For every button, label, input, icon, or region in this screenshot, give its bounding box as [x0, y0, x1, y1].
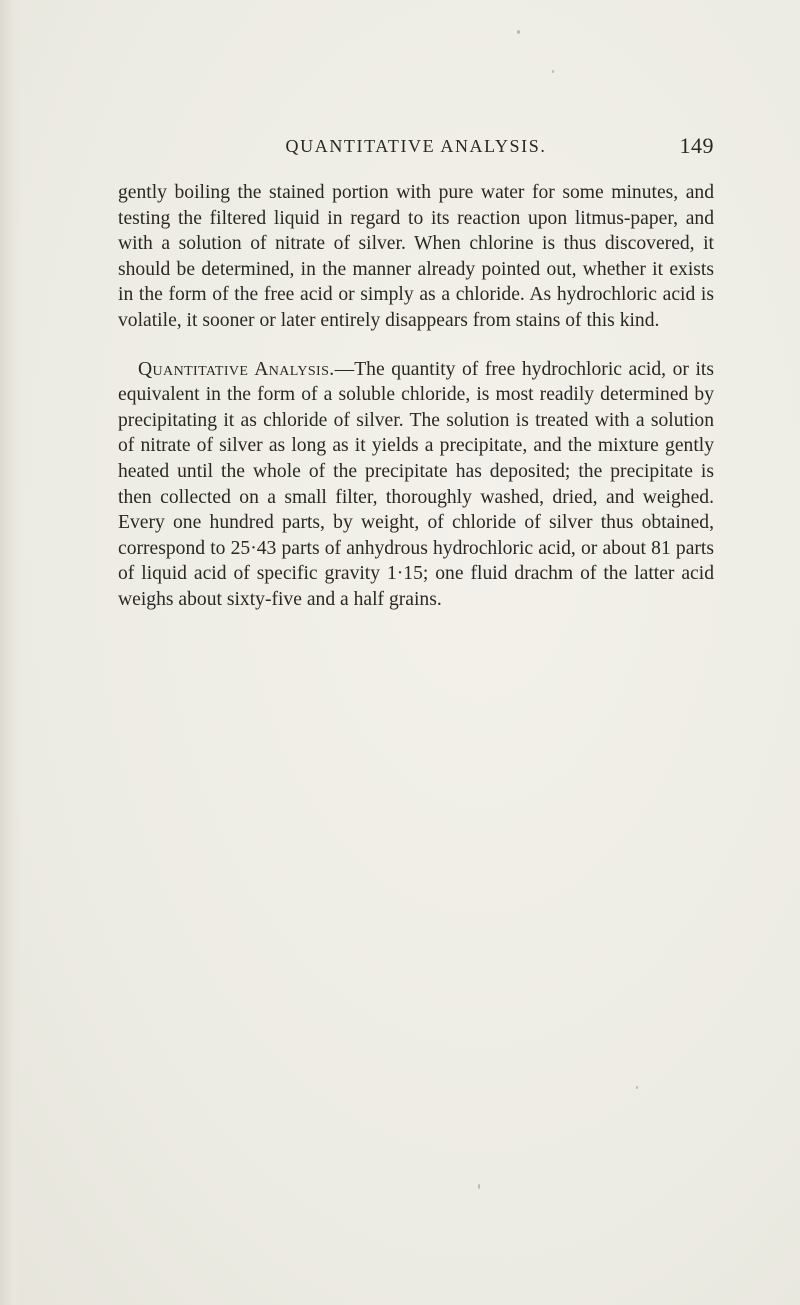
- paper-speck: [517, 30, 520, 34]
- page-header: [118, 133, 714, 163]
- section-heading: Quantitative Analysis.: [138, 358, 335, 380]
- paper-speck: [552, 70, 554, 73]
- paragraph-continuation: [118, 180, 714, 334]
- paper-speck: [478, 1184, 480, 1189]
- paragraph-text: —The quantity of free hydrochloric acid, or its equivalent in the form of a soluble chloride, is most readily determined by precipitating it as chloride of silver. The solution is treated with a solution of nitrate of silver as long as it yields a precipitate, and the mixture gently heated until the whole of the precipitate has deposited; the precipitate is then collected on a small filter, thoroughly washed, dried, and weighed. Every one hundred parts, by weight, of chloride of silver thus obtained, correspond to 25·43 parts of anhydrous hydrochloric acid, or about 81 parts of liquid acid of specific gravity 1·15; one fluid drachm of the latter acid weighs about sixty-five and a half grains.: [118, 358, 714, 610]
- paragraph-text: gently boiling the stained portion with pure water for some minutes, and testing the filtered liquid in regard to its reaction upon litmus-paper, and with a solution of nitrate of silver. When chlorine is thus discovered, it should be determined, in the manner already pointed out, whether it exists in the form of the free acid or simply as a chloride. As hydrochloric acid is volatile, it sooner or later entirely disappears from stains of this kind.: [118, 182, 714, 331]
- body-text: [118, 180, 714, 613]
- page-number: 149: [679, 133, 714, 158]
- page-gutter-shadow: [0, 0, 22, 1305]
- paragraph-quantitative-analysis: [118, 357, 714, 613]
- running-head: QUANTITATIVE ANALYSIS.: [285, 136, 547, 156]
- paper-speck: [636, 1086, 638, 1089]
